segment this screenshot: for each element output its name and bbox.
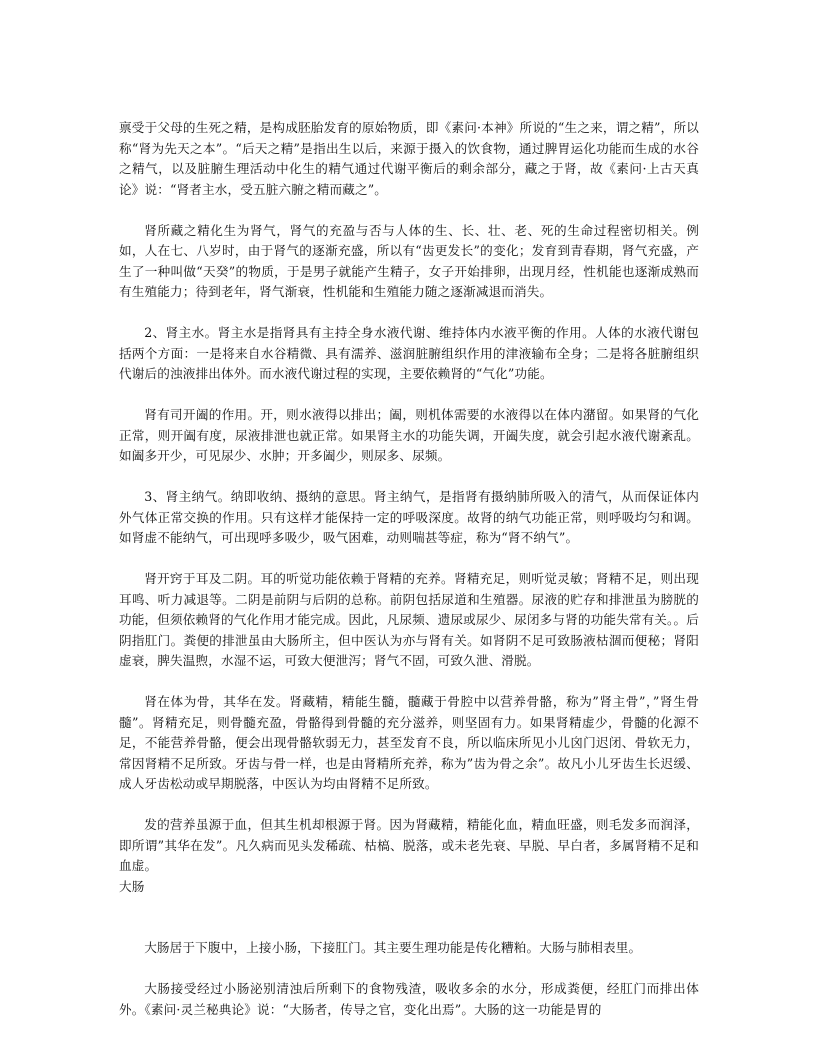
paragraph-7: 肾在体为骨，其华在发。肾藏精，精能生髓，髓藏于骨腔中以营养骨骼，称为”肾主骨”，”肾生骨髓”。肾精充足，则骨髓充盈，骨骼得到骨髓的充分滋养，则坚固有力。如果肾精虚少，骨髓的化源不足，不能营养骨骼，便会出现骨骼软弱无力，甚至发育不良，所以临床所见小儿囟门迟闭、骨软无力，常因肾精不足所致。牙齿与骨一样，也是由肾精所充养，称为”齿为骨之余”。故凡小儿牙齿生长迟缓、成人牙齿松动或早期脱落，中医认为均由肾精不足所致。 (119, 694, 699, 791)
paragraph-2: 肾所藏之精化生为肾气，肾气的充盈与否与人体的生、长、壮、老、死的生命过程密切相关。例如，人在七、八岁时，由于肾气的逐渐充盛，所以有“齿更发长”的变化；发育到青春期，肾气充盛，产生了一种叫做“天癸”的物质，于是男子就能产生精子，女子开始排卵，出现月经，性机能也逐渐成熟而有生殖能力；待到老年，肾气渐衰，性机能和生殖能力随之逐渐减退而消失。 (119, 222, 699, 299)
document-page (119, 118, 699, 1041)
section-heading: 大肠 (119, 878, 145, 894)
paragraph-6: 肾开窍于耳及二阴。耳的听觉功能依赖于肾精的充养。肾精充足，则听觉灵敏；肾精不足，则出现耳鸣、听力减退等。二阴是前阴与后阴的总称。前阴包括尿道和生殖器。尿液的贮存和排泄虽为膀胱的功能，但须依赖肾的气化作用才能完成。因此，凡尿频、遗尿或尿少、尿闭多与肾的功能失常有关。。后阴指肛门。粪便的排泄虽由大肠所主，但中医认为亦与肾有关。如肾阴不足可致肠液枯涸而便秘；肾阳虚衰，脾失温煦，水湿不运，可致大便泄泻；肾气不固，可致久泄、滑脱。 (119, 571, 699, 668)
paragraph-1: 禀受于父母的生死之精，是构成胚胎发育的原始物质，即《素问·本神》所说的“生之来，谓之精”，所以称“肾为先天之本”。“后天之精”是指出生以后，来源于摄入的饮食物，通过脾胃运化功能而生成的水谷之精气，以及脏腑生理活动中化生的精气通过代谢平衡后的剩余部分，藏之于肾，故《素问·上古天真论》说：“肾者主水，受五脏六腑之精而藏之”。 (119, 120, 699, 197)
paragraph-8: 发的营养虽源于血，但其生机却根源于肾。因为肾藏精，精能化血，精血旺盛，则毛发多而润泽，即所谓”其华在发”。凡久病而见头发稀疏、枯槁、脱落，或未老先衰、早脱、早白者，多属肾精不足和血虚。 (119, 817, 699, 873)
section-paragraph-2: 大肠接受经过小肠泌别清浊后所剩下的食物残渣，吸收多余的水分，形成粪便，经肛门而排出体外。《素问·灵兰秘典论》说：“大肠者，传导之官，变化出焉”。大肠的这一功能是胃的 (119, 981, 699, 1017)
section-paragraph-1: 大肠居于下腹中，上接小肠，下接肛门。其主要生理功能是传化糟粕。大肠与肺相表里。 (144, 940, 642, 955)
paragraph-3: 2、肾主水。肾主水是指肾具有主持全身水液代谢、维持体内水液平衡的作用。人体的水液代谢包括两个方面：一是将来自水谷精微、具有濡养、滋润脏腑组织作用的津液输布全身；二是将各脏腑组织代谢后的浊液排出体外。而水液代谢过程的实现，主要依赖肾的“气化”功能。 (119, 325, 699, 381)
paragraph-4: 肾有司开阖的作用。开，则水液得以排出；阖，则机体需要的水液得以在体内潴留。如果肾的气化正常，则开阖有度，尿液排泄也就正常。如果肾主水的功能失调，开阖失度，就会引起水液代谢紊乱。如阖多开少，可见尿少、水肿；开多阖少，则尿多、尿频。 (119, 407, 699, 463)
paragraph-5: 3、肾主纳气。纳即收纳、摄纳的意思。肾主纳气，是指肾有摄纳肺所吸入的清气，从而保证体内外气体正常交换的作用。只有这样才能保持一定的呼吸深度。故肾的纳气功能正常，则呼吸均匀和调。如肾虚不能纳气，可出现呼多吸少，吸气困难，动则喘甚等症，称为“肾不纳气”。 (119, 489, 699, 545)
